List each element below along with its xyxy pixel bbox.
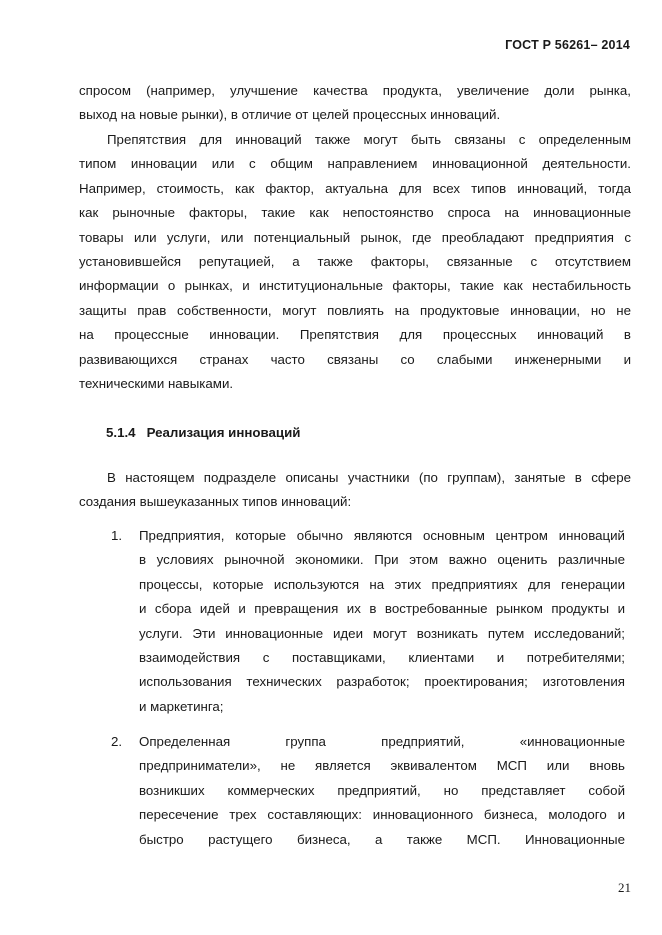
- text-line: Определенная группа предприятий, «инновационные: [139, 734, 625, 749]
- text-line: В настоящем подразделе описаны участники (по группам), занятые в сфере: [107, 470, 631, 485]
- text-line: техническими навыками.: [79, 375, 234, 391]
- section-heading: [106, 425, 300, 440]
- text-line: информации о рынках, и институциональные факторы, такие как нестабильность: [79, 278, 631, 294]
- paragraph-intro: [79, 466, 631, 515]
- text-line: спросом (например, улучшение качества продукта, увеличение доли рынка,: [79, 83, 631, 98]
- text-line: как рыночные факторы, такие как непостоянство спроса на инновационные: [79, 205, 631, 221]
- section-number: 5.1.4: [106, 425, 136, 440]
- text-line: возникших коммерческих предприятий, но представляет собой: [139, 782, 625, 798]
- text-line: услуги. Эти инновационные идеи могут возникать путем исследований;: [139, 625, 625, 641]
- text-line: типом инновации или с общим направлением инновационной деятельности.: [79, 156, 631, 172]
- text-line: Препятствия для инноваций также могут быть связаны с определенным: [107, 132, 631, 147]
- text-line: и сбора идей и превращения их в востребованные рынком продукты и: [139, 601, 625, 617]
- list-item-body: [139, 730, 625, 852]
- text-line: товары или услуги, или потенциальный рынок, где преобладают предприятия с: [79, 229, 631, 245]
- page-number: 21: [618, 880, 631, 895]
- text-line: Предприятия, которые обычно являются основным центром инноваций: [139, 528, 625, 543]
- text-line: и маркетинга;: [139, 698, 224, 714]
- text-line: в условиях рыночной экономики. При этом важно оценить различные: [139, 552, 625, 568]
- list-item-number: 2.: [111, 734, 123, 749]
- text-line: на процессные инновации. Препятствия для процессных инноваций в: [79, 327, 631, 343]
- section-title: Реализация инноваций: [146, 425, 301, 440]
- text-line: Например, стоимость, как фактор, актуальна для всех типов инноваций, тогда: [79, 180, 631, 196]
- list-item-number: 1.: [111, 528, 123, 543]
- text-line: пересечение трех составляющих: инновационного бизнеса, молодого и: [139, 807, 625, 823]
- text-line: предприниматели», не является эквивалентом МСП или вновь: [139, 758, 625, 774]
- paragraph-continuation: [79, 79, 631, 128]
- text-line: взаимодействия с поставщиками, клиентами и потребителями;: [139, 649, 625, 665]
- text-line: использования технических разработок; проектирования; изготовления: [139, 674, 625, 690]
- text-line: процессы, которые используются на этих предприятиях для генерации: [139, 576, 625, 592]
- text-line: развивающихся странах часто связаны со слабыми инженерными и: [79, 351, 631, 367]
- text-line: выход на новые рынки), в отличие от целей процессных инноваций.: [79, 107, 501, 123]
- text-line: создания вышеуказанных типов инноваций:: [79, 494, 352, 510]
- text-line: защиты прав собственности, могут повлиять на продуктовые инновации, но не: [79, 302, 631, 318]
- paragraph-obstacles: [79, 128, 631, 396]
- text-line: быстро растущего бизнеса, а также МСП. Инновационные: [139, 831, 625, 847]
- text-line: установившейся репутацией, а также факторы, связанные с отсутствием: [79, 253, 631, 269]
- standard-header: ГОСТ Р 56261– 2014: [505, 38, 630, 52]
- list-item-body: [139, 524, 625, 719]
